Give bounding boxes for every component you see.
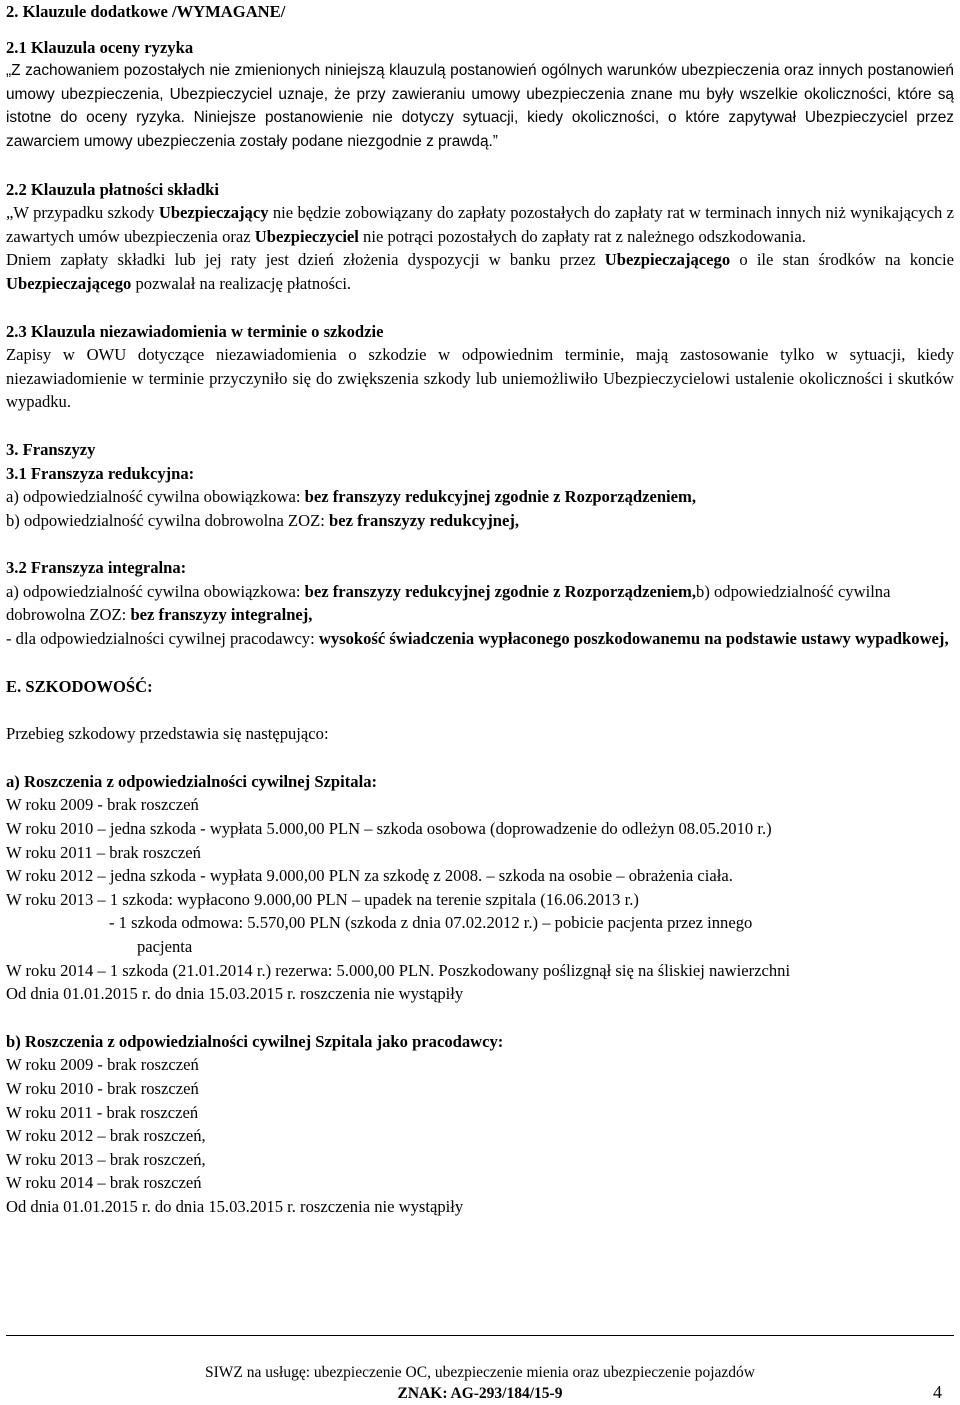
page-footer [0,1363,960,1405]
claims-a-2013-line-2: - 1 szkoda odmowa: 5.570,00 PLN (szkoda z dnia 07.02.2012 r.) – pobicie pacjenta przez innego [109,913,753,933]
footer-divider [6,1335,954,1336]
claims-a-2013-line-1: W roku 2013 – 1 szkoda: wypłacono 9.000,00 PLN – upadek na terenie szpitala (16.06.2013 r.) [6,889,639,909]
page-number: 4 [933,1382,942,1402]
claims-a-2013-line-3: pacjenta [137,937,193,956]
document-page [6,0,954,1219]
clause-3-2-item-c: - dla odpowiedzialności cywilnej pracodawcy: wysokość świadczenia wypłaconego poszkodowanemu na podstawie ustawy wypadkowej, [6,629,949,649]
footer-title: SIWZ na usługę: ubezpieczenie OC, ubezpieczenie mienia oraz ubezpieczenie pojazdów [205,1364,755,1381]
claims-b-2011: W roku 2011 - brak roszczeń [6,1102,199,1122]
claims-a-title: a) Roszczenia z odpowiedzialności cywilnej Szpitala: [6,771,378,791]
footer-reference: ZNAK: AG-293/184/15-9 [397,1385,563,1402]
claims-b-2012: W roku 2012 – brak roszczeń, [6,1126,206,1146]
claims-b-2010: W roku 2010 - brak roszczeń [6,1078,199,1098]
clause-3-1-item-b: b) odpowiedzialność cywilna dobrowolna ZOZ: bez franszyzy redukcyjnej, [6,510,520,530]
clause-2-2-paragraph-1: „W przypadku szkody Ubezpieczający nie będzie zobowiązany do zapłaty pozostałych do zapłaty rat w terminach innych niż wynikających z zawartych umów ubezpieczenia oraz Ubezpieczyciel nie potrąci pozostałych do zapłaty rat z należnego odszkodowania. [6,203,954,246]
clause-2-1-title: 2.1 Klauzula oceny ryzyka [6,37,194,57]
claims-a-2014: W roku 2014 – 1 szkoda (21.01.2014 r.) rezerwa: 5.000,00 PLN. Poszkodowany poślizgnął się na śliskiej nawierzchni [6,960,791,980]
claims-a-2012: W roku 2012 – jedna szkoda - wypłata 9.000,00 PLN za szkodę z 2008. – szkoda na osobie – obrażenia ciała. [6,866,733,886]
clause-3-2-title: 3.2 Franszyza integralna: [6,558,187,578]
claims-a-2009: W roku 2009 - brak roszczeń [6,795,199,815]
clause-3-1-title: 3.1 Franszyza redukcyjna: [6,463,195,483]
clause-2-2-paragraph-2: Dniem zapłaty składki lub jej raty jest dzień złożenia dyspozycji w banku przez Ubezpieczającego o ile stan środków na koncie Ubezpieczającego pozwalał na realizację płatności. [6,250,954,293]
claims-a-2011: W roku 2011 – brak roszczeń [6,842,201,862]
section-2-heading: 2. Klauzule dodatkowe /WYMAGANE/ [6,2,286,21]
claims-a-2010: W roku 2010 – jedna szkoda - wypłata 5.000,00 PLN – szkoda osobowa (doprowadzenie do odleżyn 08.05.2010 r.) [6,819,772,839]
clause-2-3-title: 2.3 Klauzula niezawiadomienia w terminie o szkodzie [6,321,384,341]
section-e-heading: E. SZKODOWOŚĆ: [6,676,153,696]
claims-b-title: b) Roszczenia z odpowiedzialności cywilnej Szpitala jako pracodawcy: [6,1031,504,1051]
clause-2-2-title: 2.2 Klauzula płatności składki [6,179,220,199]
clause-2-1-text: „Z zachowaniem pozostałych nie zmienionych niniejszą klauzulą postanowień ogólnych warunków ubezpieczenia oraz innych postanowień umowy ubezpieczenia, Ubezpieczyciel uznaje, że przy zawieraniu umowy ubezpieczenia znane mu były wszelkie okoliczności, które są istotne do oceny ryzyka. Niniejsze postanowienie nie dotyczy sytuacji, kiedy okoliczności, o które zapytywał Ubezpieczyciel przez zawarciem umowy ubezpieczenia zostały podane niezgodnie z prawdą.” [6,62,954,150]
section-3-heading: 3. Franszyzy [6,439,96,459]
clause-2-3-text: Zapisy w OWU dotyczące niezawiadomienia o szkodzie w odpowiednim terminie, mają zastosowanie tylko w sytuacji, kiedy niezawiadomienie w terminie przyczyniło się do zwiększenia szkody lub uniemożliwiło Ubezpieczycielowi ustalenie okoliczności i skutków wypadku. [6,345,954,412]
claims-intro: Przebieg szkodowy przedstawia się następująco: [6,724,329,744]
clause-3-1-item-a: a) odpowiedzialność cywilna obowiązkowa: bez franszyzy redukcyjnej zgodnie z Rozporządzeniem, [6,487,697,507]
claims-b-2015: Od dnia 01.01.2015 r. do dnia 15.03.2015 r. roszczenia nie wystąpiły [6,1196,464,1216]
claims-b-2009: W roku 2009 - brak roszczeń [6,1055,199,1075]
claims-a-2015: Od dnia 01.01.2015 r. do dnia 15.03.2015 r. roszczenia nie wystąpiły [6,984,464,1004]
clause-3-2-items-ab: a) odpowiedzialność cywilna obowiązkowa: bez franszyzy redukcyjnej zgodnie z Rozporządzeniem,b) odpowiedzialność cywilna dobrowolna ZOZ: bez franszyzy integralnej, [6,581,891,625]
claims-b-2014: W roku 2014 – brak roszczeń [6,1173,202,1193]
claims-b-2013: W roku 2013 – brak roszczeń, [6,1149,206,1169]
